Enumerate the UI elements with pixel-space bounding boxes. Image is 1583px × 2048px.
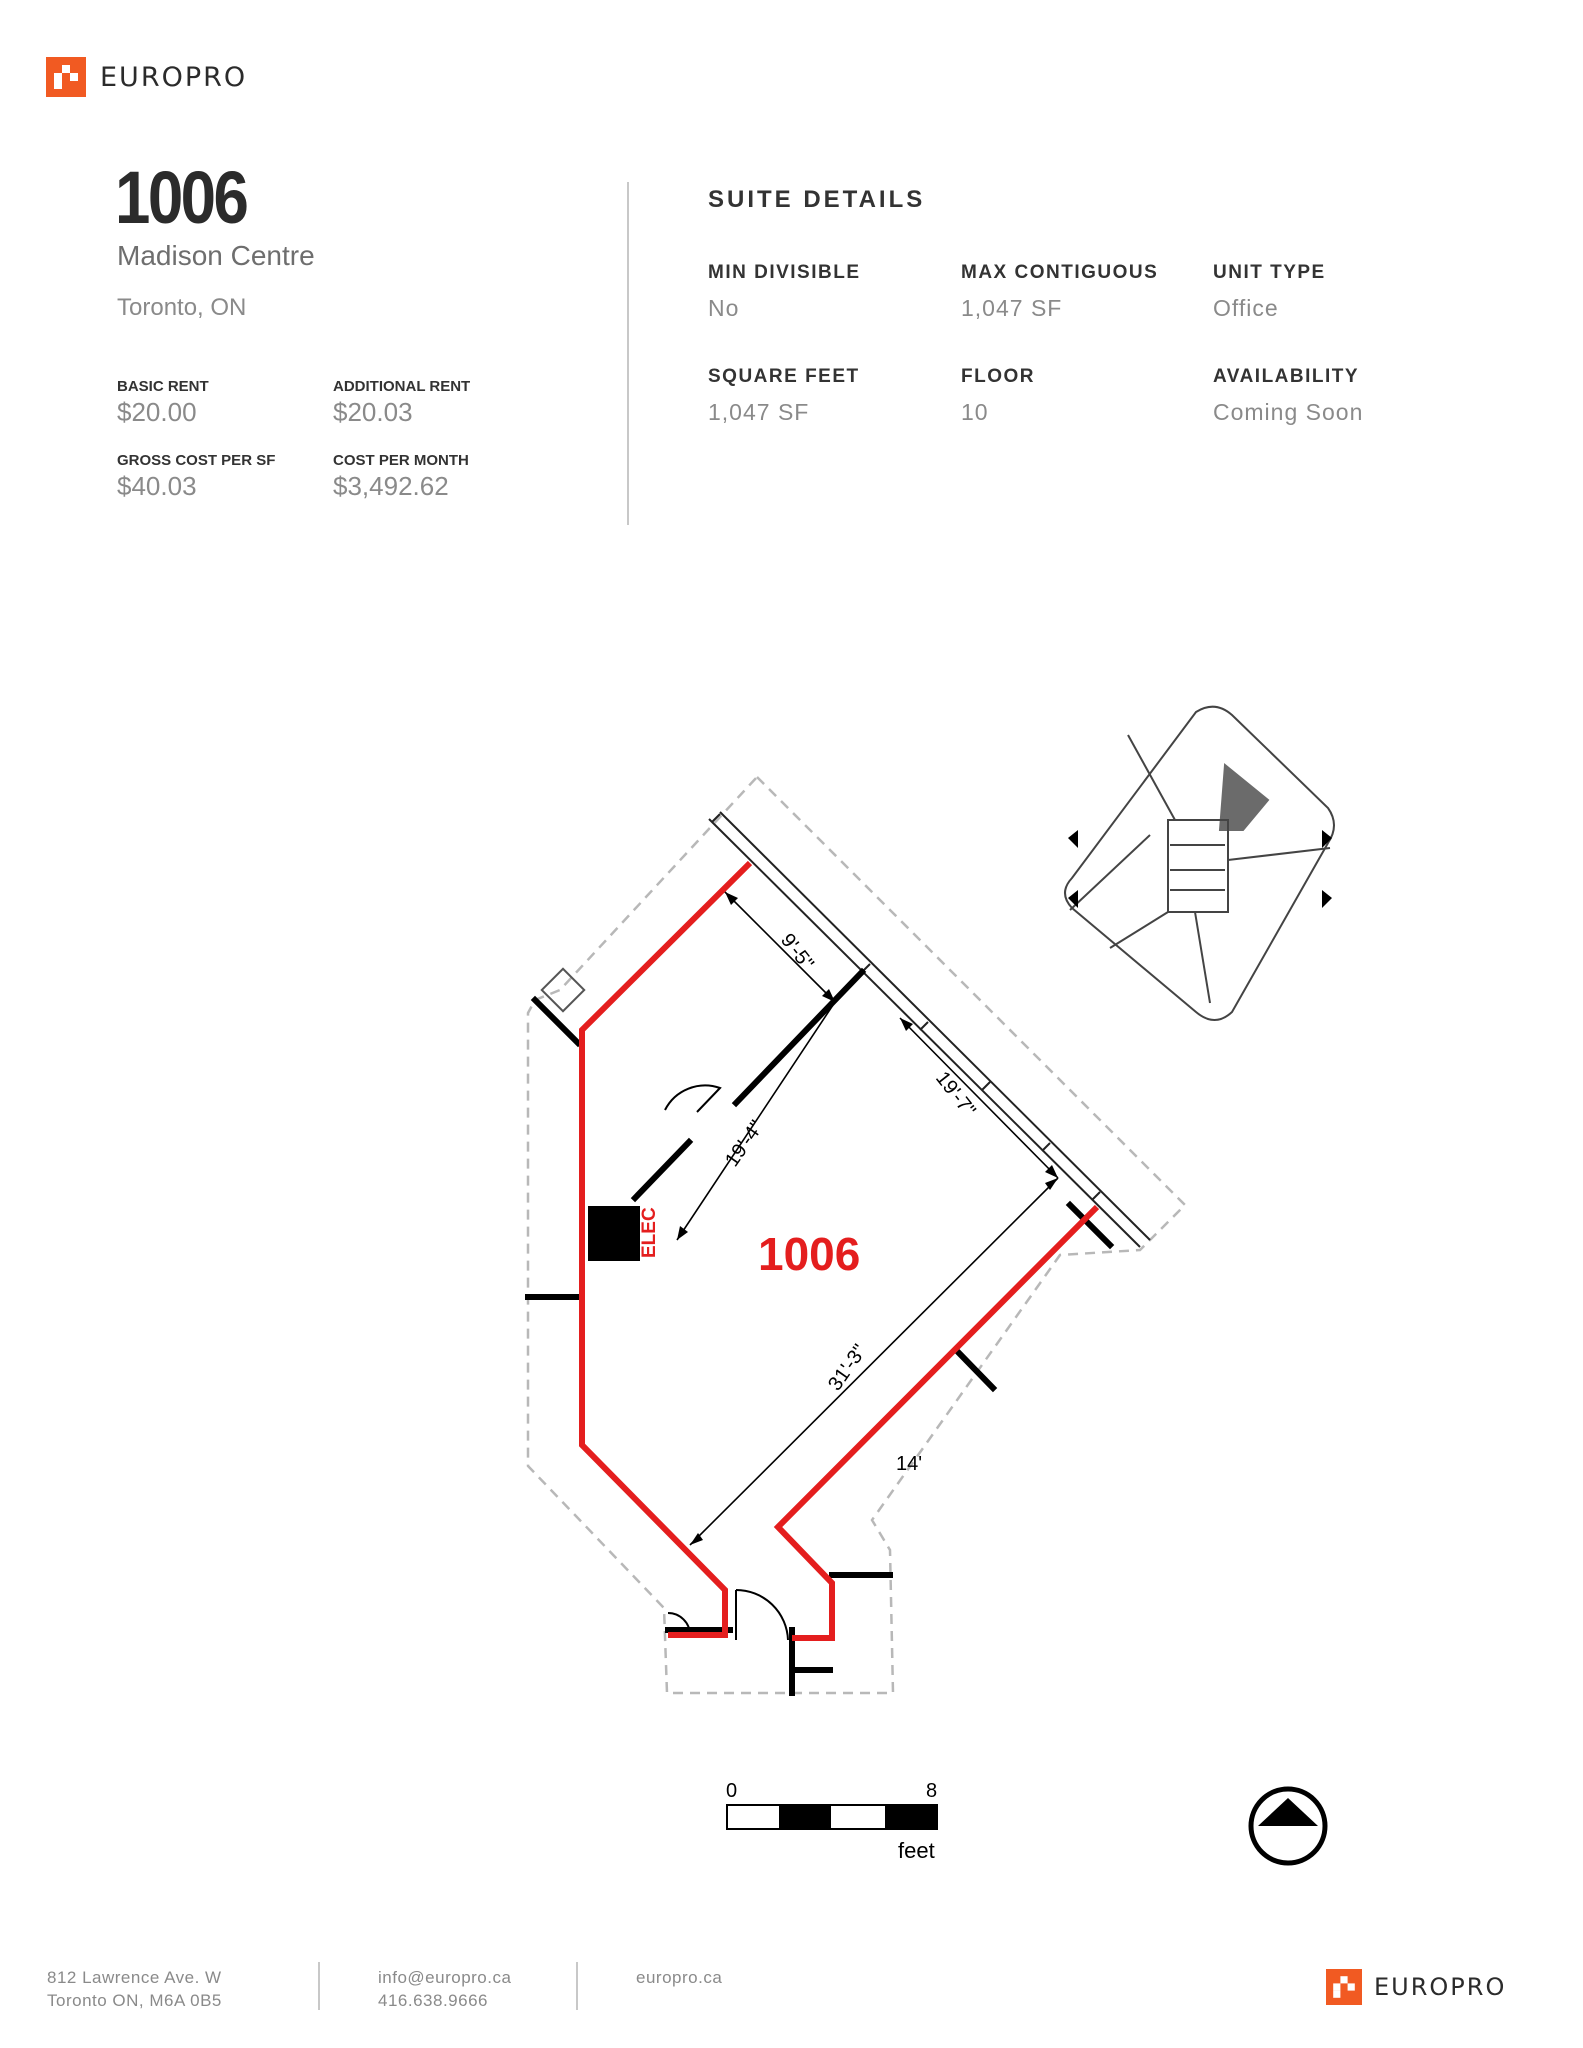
dim-label-4: 31'-3" bbox=[824, 1340, 872, 1395]
footer-phone[interactable]: 416.638.9666 bbox=[378, 1991, 488, 2010]
footer-website-link[interactable]: europro.ca bbox=[636, 1968, 723, 1987]
cost-per-month-value: $3,492.62 bbox=[333, 471, 449, 501]
gross-cost-value: $40.03 bbox=[117, 471, 197, 501]
footer-brand-name: EUROPRO bbox=[1374, 1973, 1507, 2001]
north-arrow-icon bbox=[1251, 1789, 1325, 1863]
square-feet-label: SQUARE FEET bbox=[708, 366, 860, 387]
window-wall bbox=[709, 812, 1150, 1247]
footer-email-link[interactable]: info@europro.ca bbox=[378, 1968, 512, 1987]
availability-label: AVAILABILITY bbox=[1213, 366, 1360, 387]
square-feet-value: 1,047 SF bbox=[708, 399, 810, 425]
key-plan bbox=[1065, 707, 1334, 1020]
footer-address-line2: Toronto ON, M6A 0B5 bbox=[47, 1991, 222, 2010]
floor-value: 10 bbox=[961, 399, 989, 425]
dimension-arrows bbox=[677, 892, 1058, 1545]
additional-rent-label: ADDITIONAL RENT bbox=[333, 378, 471, 395]
min-divisible-value: No bbox=[708, 295, 740, 321]
footer-divider-2 bbox=[576, 1962, 578, 2010]
scale-end: 8 bbox=[926, 1780, 938, 1802]
max-contiguous-label: MAX CONTIGUOUS bbox=[961, 262, 1159, 283]
footer-address-line1: 812 Lawrence Ave. W bbox=[47, 1968, 222, 1987]
availability-value: Coming Soon bbox=[1213, 399, 1364, 425]
footer-europro-logo-icon[interactable] bbox=[1326, 1969, 1362, 2005]
door-swing-1 bbox=[665, 1085, 720, 1112]
cost-per-month-label: COST PER MONTH bbox=[333, 452, 469, 469]
door-swing-2 bbox=[736, 1590, 788, 1640]
dim-label-2: 19'-7" bbox=[931, 1067, 980, 1122]
floor-label: FLOOR bbox=[961, 366, 1035, 387]
dim-label-1: 9'-5" bbox=[776, 929, 818, 975]
min-divisible-label: MIN DIVISIBLE bbox=[708, 262, 861, 283]
dim-label-3: 19'-4" bbox=[721, 1116, 769, 1171]
city: Toronto, ON bbox=[117, 294, 247, 321]
suite-plan-label: 1006 bbox=[758, 1228, 861, 1280]
suite-details-title: SUITE DETAILS bbox=[708, 186, 926, 213]
scale-bar bbox=[727, 1805, 937, 1829]
header-brand-name: EUROPRO bbox=[100, 62, 248, 93]
scale-unit: feet bbox=[898, 1838, 935, 1863]
elec-room bbox=[588, 1206, 640, 1261]
interior-walls bbox=[528, 972, 1110, 1693]
gross-cost-label: GROSS COST PER SF bbox=[117, 452, 276, 469]
basic-rent-value: $20.00 bbox=[117, 397, 197, 427]
basic-rent-label: BASIC RENT bbox=[117, 378, 209, 395]
footer-divider-1 bbox=[318, 1962, 320, 2010]
max-contiguous-value: 1,047 SF bbox=[961, 295, 1063, 321]
scale-start: 0 bbox=[726, 1780, 738, 1802]
building-name: Madison Centre bbox=[117, 240, 315, 271]
dim-label-5: 14' bbox=[896, 1453, 923, 1475]
unit-type-label: UNIT TYPE bbox=[1213, 262, 1326, 283]
dimension-lines bbox=[677, 892, 1058, 1545]
elec-label: ELEC bbox=[639, 1207, 660, 1258]
suite-number: 1006 bbox=[115, 156, 247, 239]
unit-type-value: Office bbox=[1213, 295, 1279, 321]
sink-box bbox=[542, 969, 584, 1011]
additional-rent-value: $20.03 bbox=[333, 397, 413, 427]
